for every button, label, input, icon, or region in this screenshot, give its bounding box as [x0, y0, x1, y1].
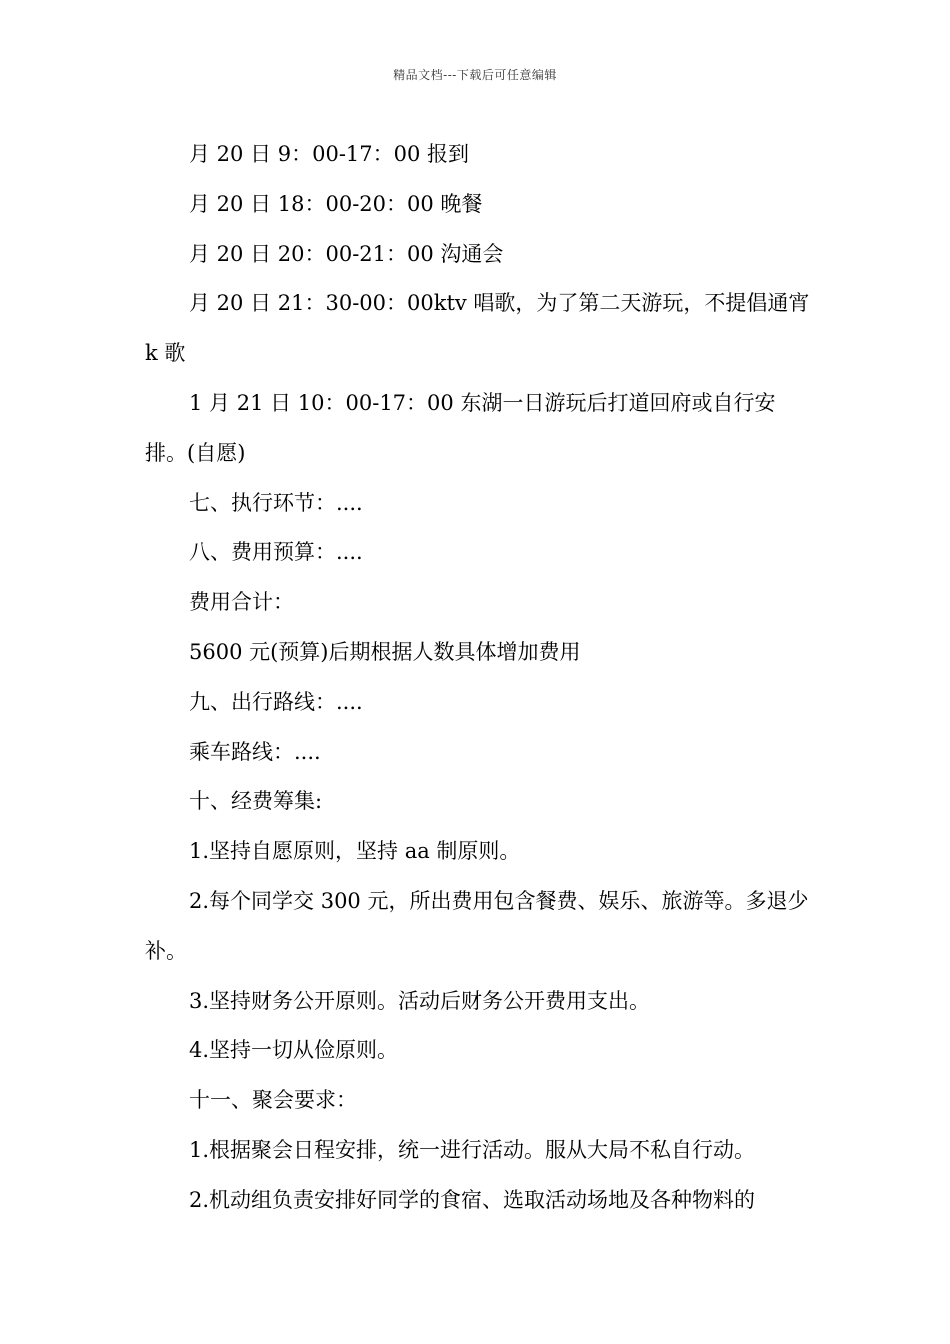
schedule-item-dinner: 月 20 日 18：00-20：00 晚餐: [189, 191, 483, 216]
funding-rule-3: 3.坚持财务公开原则。活动后财务公开费用支出。: [189, 988, 651, 1013]
section-execution: 七、执行环节：....: [189, 490, 363, 515]
page-header: 精品文档---下载后可任意编辑: [393, 68, 557, 82]
schedule-item-meeting: 月 20 日 20：00-21：00 沟通会: [189, 241, 504, 266]
budget-total-value: 5600 元(预算)后期根据人数具体增加费用: [189, 639, 581, 664]
document-body: [145, 130, 813, 1226]
funding-rule-2: 2.每个同学交 300 元，所出费用包含餐费、娱乐、旅游等。多退少补。: [145, 888, 809, 963]
section-funding: 十、经费筹集:: [189, 789, 323, 814]
budget-total-label: 费用合计：: [189, 590, 294, 615]
schedule-item-ktv: 月 20 日 21：30-00：00ktv 唱歌，为了第二天游玩，不提倡通宵 k 歌: [145, 291, 810, 366]
schedule-item-donghu: 1 月 21 日 10：00-17：00 东湖一日游玩后打道回府或自行安排。(自愿): [145, 390, 776, 465]
requirement-2: 2.机动组负责安排好同学的食宿、选取活动场地及各种物料的: [189, 1187, 756, 1212]
section-requirements: 十一、聚会要求：: [189, 1088, 357, 1113]
section-route: 九、出行路线：....: [189, 689, 363, 714]
funding-rule-1: 1.坚持自愿原则，坚持 aa 制原则。: [189, 839, 521, 864]
funding-rule-4: 4.坚持一切从俭原则。: [189, 1038, 399, 1063]
transport-route: 乘车路线：....: [189, 739, 321, 764]
section-budget: 八、费用预算：....: [189, 540, 363, 565]
schedule-item-checkin: 月 20 日 9：00-17：00 报到: [189, 142, 470, 166]
requirement-1: 1.根据聚会日程安排，统一进行活动。服从大局不私自行动。: [189, 1137, 756, 1162]
